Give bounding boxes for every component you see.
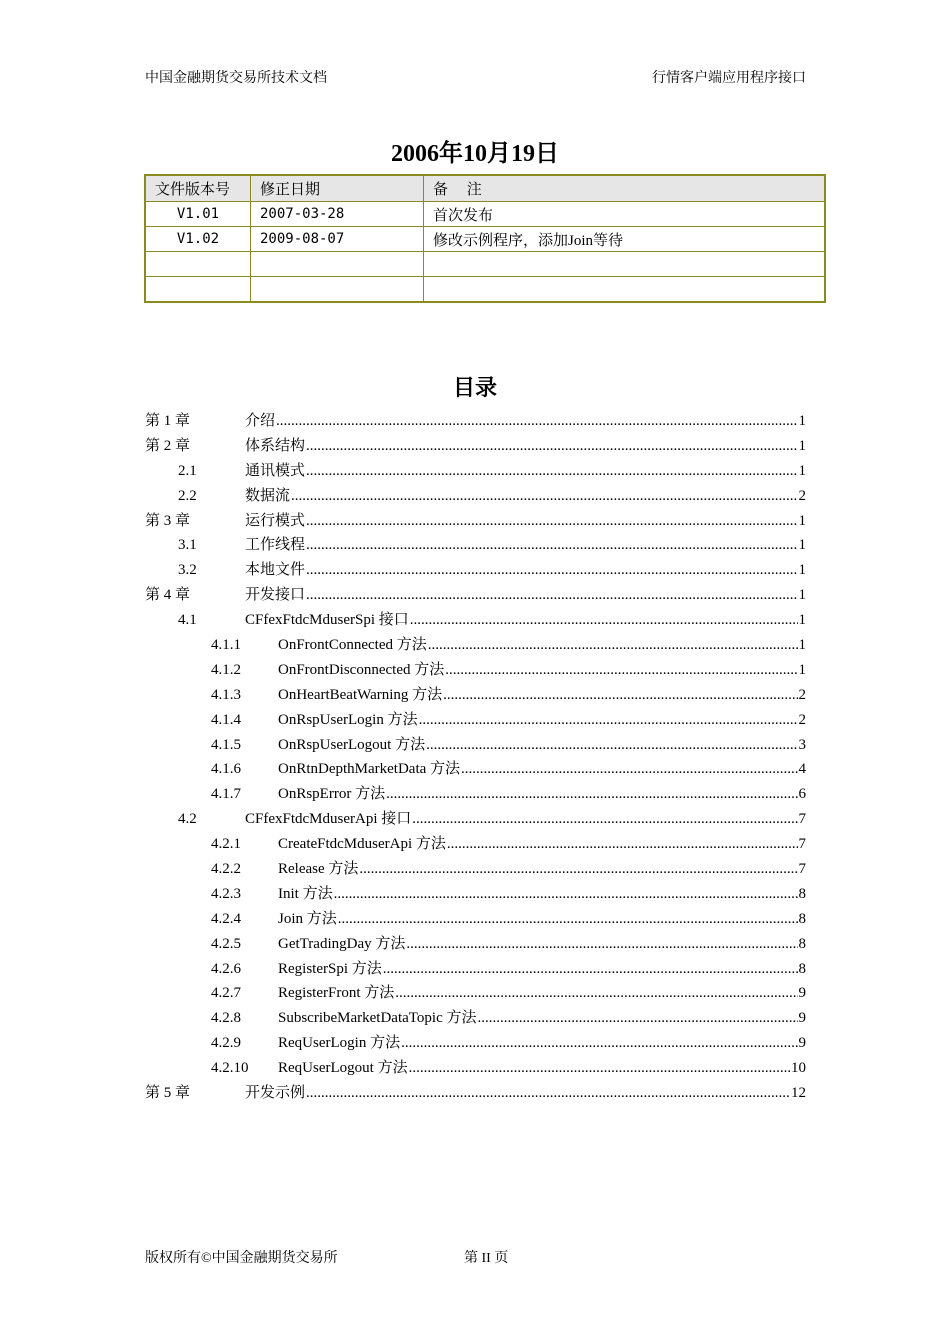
toc-entry[interactable] (145, 932, 806, 957)
version-cell: V1.02 (145, 227, 251, 252)
toc-title: 目录 (452, 376, 497, 401)
toc-entry-page: 7 (798, 836, 806, 853)
toc-dot-leader (428, 633, 798, 658)
toc-entry[interactable] (145, 459, 806, 484)
toc-entry[interactable] (145, 882, 806, 907)
version-cell (145, 277, 251, 303)
toc-entry[interactable] (145, 733, 806, 758)
toc-dot-leader (306, 583, 797, 608)
footer-copyright: 版权所有©中国金融期货交易所 (145, 1251, 338, 1266)
toc-entry-number: 4.2.4 (211, 910, 241, 927)
toc-dot-leader (334, 882, 798, 907)
toc-entry-title: ReqUserLogin 方法 (278, 1035, 401, 1052)
toc-entry-number: 4.2.9 (211, 1035, 241, 1052)
toc-entry-page: 8 (798, 960, 806, 977)
toc-entry[interactable] (145, 633, 806, 658)
notes-cell (424, 252, 826, 277)
table-row (145, 227, 825, 252)
toc-entry[interactable] (145, 509, 806, 534)
toc-entry-page: 3 (798, 736, 806, 753)
toc-entry[interactable] (145, 434, 806, 459)
toc-entry-title: OnRspUserLogout 方法 (278, 736, 426, 753)
toc-dot-leader (426, 733, 797, 758)
document-date: 2006年10月19日 (391, 141, 559, 167)
toc-entry-page: 1 (798, 413, 806, 429)
toc-entry-page: 9 (798, 985, 806, 1002)
toc-entry-page: 8 (798, 885, 806, 902)
toc-dot-leader (338, 907, 798, 932)
toc-entry-number: 4.2.8 (211, 1010, 241, 1027)
toc-entry[interactable] (145, 907, 806, 932)
toc-entry-title: 开发接口 (245, 587, 306, 604)
toc-entry-number: 3.2 (178, 562, 197, 579)
toc-dot-leader (276, 409, 797, 434)
toc-entry-title: CFfexFtdcMduserApi 接口 (245, 811, 412, 828)
toc-entry-page: 4 (798, 761, 806, 778)
toc-entry-number: 2.2 (178, 487, 197, 504)
toc-entry-title: SubscribeMarketDataTopic 方法 (278, 1010, 477, 1027)
toc-entry-page: 8 (798, 910, 806, 927)
toc-entry-number: 4.1.2 (211, 661, 241, 678)
toc-entry-number: 4.2 (178, 811, 197, 828)
toc-entry-page: 1 (798, 537, 806, 554)
toc-entry-number: 3.1 (178, 537, 197, 554)
toc-entry[interactable] (145, 708, 806, 733)
toc-entry[interactable] (145, 1031, 806, 1056)
toc-dot-leader (445, 658, 797, 683)
toc-entry-title: ReqUserLogout 方法 (278, 1060, 408, 1077)
toc-dot-leader (383, 957, 798, 982)
toc-entry-page: 2 (798, 686, 806, 703)
toc-dot-leader (447, 832, 798, 857)
toc-entry-page: 7 (798, 811, 806, 828)
date-cell: 2009-08-07 (251, 227, 424, 252)
toc-entry-page: 1 (798, 637, 806, 654)
toc-dot-leader (401, 1031, 797, 1056)
toc-entry-title: OnHeartBeatWarning 方法 (278, 686, 443, 703)
toc-entry-page: 12 (791, 1085, 806, 1102)
toc-entry-title: RegisterFront 方法 (278, 985, 395, 1002)
toc-entry-title: OnRtnDepthMarketData 方法 (278, 761, 461, 778)
toc-entry-page: 10 (791, 1060, 806, 1077)
toc-entry-page: 2 (798, 711, 806, 728)
toc-entry-number: 4.2.7 (211, 985, 241, 1002)
toc-dot-leader (306, 1081, 790, 1106)
toc-entry-number: 2.1 (178, 462, 197, 479)
toc-entry-title: OnFrontDisconnected 方法 (278, 661, 445, 678)
toc-entry-title: CreateFtdcMduserApi 方法 (278, 836, 446, 853)
toc-dot-leader (306, 533, 797, 558)
toc-entry-page: 7 (798, 861, 806, 878)
table-row (145, 202, 825, 227)
toc-entry-title: GetTradingDay 方法 (278, 935, 406, 952)
toc-entry-number: 4.1.7 (211, 786, 241, 803)
version-cell (145, 252, 251, 277)
toc-dot-leader (410, 608, 798, 633)
toc-entry[interactable] (145, 533, 806, 558)
toc-entry-number: 4.2.6 (211, 960, 241, 977)
footer-page-number: 第 II 页 (464, 1251, 509, 1266)
toc-entry-number: 第 3 章 (145, 512, 191, 529)
toc-entry-title: 介绍 (245, 413, 276, 429)
toc-dot-leader (409, 1056, 790, 1081)
toc-dot-leader (306, 459, 797, 484)
toc-dot-leader (306, 558, 797, 583)
date-cell: 2007-03-28 (251, 202, 424, 227)
date-cell (251, 277, 424, 303)
toc-entry-title: RegisterSpi 方法 (278, 960, 382, 977)
toc-entry-number: 4.2.5 (211, 935, 241, 952)
toc-entry-title: Join 方法 (278, 910, 337, 927)
toc-entry-page: 1 (798, 462, 806, 479)
header-right-title: 行情客户端应用程序接口 (652, 71, 806, 86)
toc-dot-leader (306, 509, 797, 534)
revision-table (144, 174, 826, 303)
toc-entry-number: 4.1.3 (211, 686, 241, 703)
toc-entry-title: Release 方法 (278, 861, 359, 878)
toc-entry-number: 4.1 (178, 612, 197, 629)
toc-entry[interactable] (145, 683, 806, 708)
toc-entry-number: 4.2.1 (211, 836, 241, 853)
toc-entry[interactable] (145, 558, 806, 583)
toc-entry-number: 4.1.6 (211, 761, 241, 778)
column-header-notes: 备 注 (424, 175, 826, 202)
toc-dot-leader (477, 1006, 797, 1031)
revision-table-header (145, 175, 825, 202)
notes-cell (424, 277, 826, 303)
toc-dot-leader (461, 757, 797, 782)
notes-cell: 首次发布 (424, 202, 826, 227)
toc-dot-leader (443, 683, 797, 708)
column-header-version: 文件版本号 (145, 175, 251, 202)
toc-entry-title: 体系结构 (245, 437, 306, 454)
table-of-contents (145, 409, 806, 1106)
header-left-title: 中国金融期货交易所技术文档 (145, 71, 327, 86)
toc-entry[interactable] (145, 409, 806, 434)
toc-entry-title: 工作线程 (245, 537, 306, 554)
toc-entry-number: 第 5 章 (145, 1085, 191, 1102)
toc-entry-page: 1 (798, 437, 806, 454)
toc-entry-title: Init 方法 (278, 885, 333, 902)
toc-entry-title: 数据流 (245, 487, 291, 504)
toc-entry-page: 9 (798, 1010, 806, 1027)
toc-dot-leader (306, 434, 797, 459)
toc-entry-number: 第 4 章 (145, 587, 191, 604)
toc-entry[interactable] (145, 981, 806, 1006)
toc-dot-leader (386, 782, 797, 807)
toc-entry-page: 1 (798, 512, 806, 529)
toc-entry-page: 8 (798, 935, 806, 952)
toc-entry-page: 1 (798, 661, 806, 678)
toc-dot-leader (412, 807, 797, 832)
toc-entry-page: 9 (798, 1035, 806, 1052)
toc-entry[interactable] (145, 658, 806, 683)
toc-entry-title: 通讯模式 (245, 462, 306, 479)
toc-entry-number: 4.2.3 (211, 885, 241, 902)
toc-entry-title: 运行模式 (245, 512, 306, 529)
toc-dot-leader (359, 857, 797, 882)
toc-entry-title: CFfexFtdcMduserSpi 接口 (245, 612, 409, 629)
toc-entry-number: 4.1.5 (211, 736, 241, 753)
toc-entry[interactable] (145, 857, 806, 882)
toc-entry[interactable] (145, 1056, 806, 1081)
toc-entry[interactable] (145, 782, 806, 807)
toc-entry[interactable] (145, 484, 806, 509)
toc-entry-title: OnRspError 方法 (278, 786, 386, 803)
column-header-date: 修正日期 (251, 175, 424, 202)
toc-entry[interactable] (145, 832, 806, 857)
toc-entry-page: 6 (798, 786, 806, 803)
toc-entry-page: 1 (798, 612, 806, 629)
toc-entry-number: 4.2.2 (211, 861, 241, 878)
toc-dot-leader (395, 981, 797, 1006)
toc-dot-leader (406, 932, 797, 957)
toc-entry-number: 第 1 章 (145, 413, 191, 429)
toc-entry-title: OnRspUserLogin 方法 (278, 711, 418, 728)
toc-entry[interactable] (145, 608, 806, 633)
toc-entry[interactable] (145, 807, 806, 832)
toc-dot-leader (291, 484, 797, 509)
toc-entry-number: 4.2.10 (211, 1060, 249, 1077)
toc-entry-page: 1 (798, 562, 806, 579)
toc-entry-number: 第 2 章 (145, 437, 191, 454)
toc-dot-leader (419, 708, 798, 733)
toc-entry-number: 4.1.4 (211, 711, 241, 728)
toc-entry-title: 开发示例 (245, 1085, 306, 1102)
toc-entry[interactable] (145, 583, 806, 608)
toc-entry[interactable] (145, 957, 806, 982)
notes-cell: 修改示例程序，添加Join等待 (424, 227, 826, 252)
toc-entry[interactable] (145, 757, 806, 782)
toc-entry-title: OnFrontConnected 方法 (278, 637, 427, 654)
table-row (145, 252, 825, 277)
toc-entry-title: 本地文件 (245, 562, 306, 579)
version-cell: V1.01 (145, 202, 251, 227)
toc-entry[interactable] (145, 1006, 806, 1031)
toc-entry-number: 4.1.1 (211, 637, 241, 654)
toc-entry-page: 2 (798, 487, 806, 504)
toc-entry[interactable] (145, 1081, 806, 1106)
date-cell (251, 252, 424, 277)
table-row (145, 277, 825, 303)
toc-entry-page: 1 (798, 587, 806, 604)
